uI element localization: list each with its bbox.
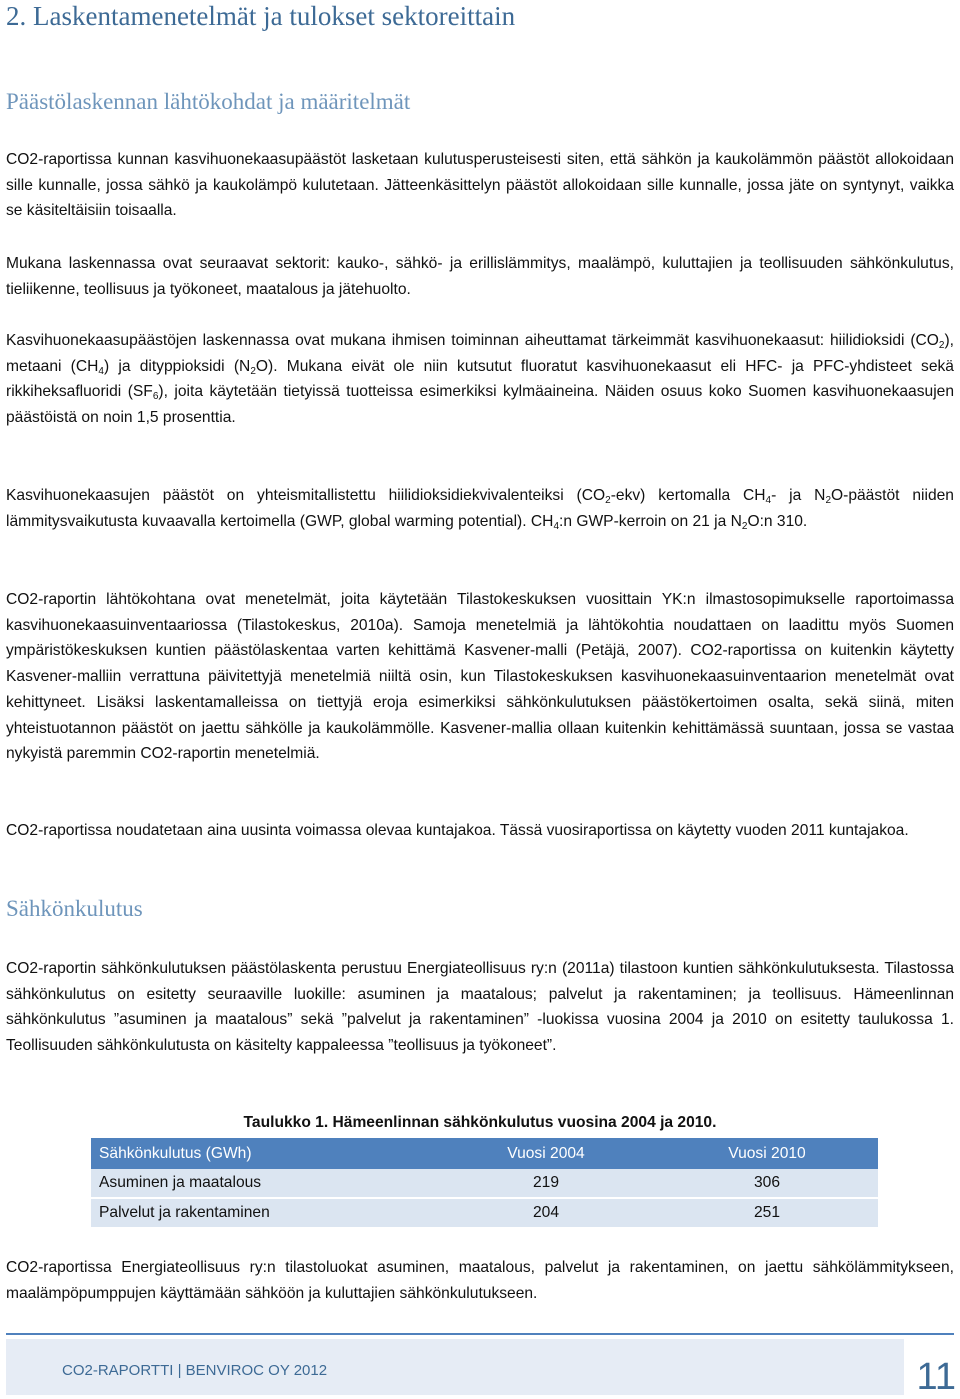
table-cell: 251	[656, 1198, 878, 1228]
table-header: Vuosi 2010	[656, 1138, 878, 1169]
table-row	[91, 1169, 878, 1198]
paragraph-municipal-division: CO2-raportissa noudatetaan aina uusinta voimassa olevaa kuntajakoa. Tässä vuosiraportissa on käytetty vuoden 2011 kuntajakoa.	[6, 822, 909, 839]
table-cell: 204	[436, 1198, 656, 1228]
electricity-table	[91, 1138, 878, 1229]
page-number: 11	[916, 1356, 956, 1398]
table-header: Sähkönkulutus (GWh)	[91, 1138, 436, 1169]
chapter-heading: 2. Laskentamenetelmät ja tulokset sektoreittain	[6, 1, 516, 31]
paragraph-allocation: CO2-raportissa kunnan kasvihuonekaasupäästöt lasketaan kulutusperusteisesti siten, että sähkön ja kaukolämmön päästöt allokoidaan sille kunnalle, jossa sähkö ja kaukolämpö kulutetaan. Jätteenkäsittelyn päästöt allokoidaan sille kunnalle, jossa jäte on syntynyt, vaikka se käsiteltäisiin toisaalla.	[6, 151, 954, 220]
footer-text: CO2-RAPORTTI | BENVIROC OY 2012	[62, 1362, 328, 1379]
footer-divider	[6, 1333, 954, 1335]
table-header: Vuosi 2004	[436, 1138, 656, 1169]
paragraph-sectors: Mukana laskennassa ovat seuraavat sektorit: kauko-, sähkö- ja erillislämmitys, maalämpö, kuluttajien ja teollisuuden sähkönkulutus, tieliikenne, teollisuus ja työkoneet, maatalous ja jätehuolto.	[6, 255, 954, 298]
section-title-emissions: Päästölaskennan lähtökohdat ja määritelmät	[6, 89, 411, 114]
section-title-electricity: Sähkönkulutus	[6, 896, 143, 921]
paragraph-electricity-statistics: CO2-raportin sähkönkulutuksen päästölaskenta perustuu Energiateollisuus ry:n (2011a) tilastoon kuntien sähkönkulutuksesta. Tilastossa sähkönkulutus on esitetty seuraaville luokille: asuminen ja maatalous; palvelut ja rakentaminen; ja teollisuus. Hämeenlinnan sähkönkulutus ”asuminen ja maatalous” sekä ”palvelut ja rakentaminen” -luokissa vuosina 2004 ja 2010 on esitetty taulukossa 1. Teollisuuden sähkönkulutusta on käsitelty kappaleessa ”teollisuus ja työkoneet”.	[6, 960, 954, 1055]
table-row	[91, 1198, 878, 1228]
table-header-row	[91, 1138, 878, 1169]
paragraph-categories: CO2-raportissa Energiateollisuus ry:n tilastoluokat asuminen, maatalous, palvelut ja rakentaminen, on jaettu sähkölämmitykseen, maalämpöpumppujen käyttämään sähköön ja kuluttajien sähkönkulutukseen.	[6, 1259, 954, 1302]
table-cell: Palvelut ja rakentaminen	[91, 1198, 436, 1228]
table-cell: Asuminen ja maatalous	[91, 1169, 436, 1198]
table-caption: Taulukko 1. Hämeenlinnan sähkönkulutus vuosina 2004 ja 2010.	[243, 1114, 717, 1131]
table-cell: 219	[436, 1169, 656, 1198]
paragraph-methods: CO2-raportin lähtökohtana ovat menetelmät, joita käytetään Tilastokeskuksen vuosittain YK:n ilmastosopimukselle raportoimassa kasvihuonekaasuinventaariossa (Tilastokeskus, 2010a). Samoja menetelmiä ja lähtökohtia noudattaen on laadittu myös Suomen ympäristökeskuksen kuntien päästölaskentaa varten kehittämä Kasvener-malli (Petäjä, 2007). CO2-raportissa on kuitenkin käytetty Kasvener-malliin verrattuna päivitettyjä menetelmiä niiltä osin, kun Tilastokeskuksen kasvihuonekaasuinventaarion menetelmät ovat kehittyneet. Lisäksi laskentamalleissa on tiettyjä eroja esimerkiksi sähkönkulutuksen päästökertoimen osalta, sekä siinä, miten yhteistuotannon päästöt on jaettu sähkölle ja kaukolämmölle. Kasvener-mallia ollaan kuitenkin kehittämässä suuntaan, jossa se vastaa nykyistä paremmin CO2-raportin menetelmiä.	[6, 591, 954, 763]
paragraph-co2-equivalent: Kasvihuonekaasujen päästöt on yhteismitallistettu hiilidioksidiekvivalenteiksi $(CO_2-ekv)$ kertomalla $CH_4-$ ja $N_2O$-päästöt niiden lämmitysvaikutusta kuvaavalla kertoimella (GWP, global warming potential). $CH_4:n$ GWP-kerroin on 21 ja $N_2O:n$ 310.	[6, 487, 954, 532]
paragraph-greenhouse-gases: Kasvihuonekaasupäästöjen laskennassa ovat mukana ihmisen toiminnan aiheuttamat tärkeimmät kasvihuonekaasut: hiilidioksidi $(CO_2)$, metaani $(CH_4)$ ja dityppioksidi $(N_2O)$. Mukana eivät ole niin kutsutut fluoratut kasvihuonekaasut eli HFC- ja PFC-yhdisteet sekä rikkiheksafluoridi $(SF_6)$, joita käytetään tietyissä tuotteissa esimerkiksi kylmäaineina. Näiden osuus koko Suomen kasvihuonekaasujen päästöistä on noin 1,5 prosenttia.	[6, 332, 955, 427]
table-cell: 306	[656, 1169, 878, 1198]
